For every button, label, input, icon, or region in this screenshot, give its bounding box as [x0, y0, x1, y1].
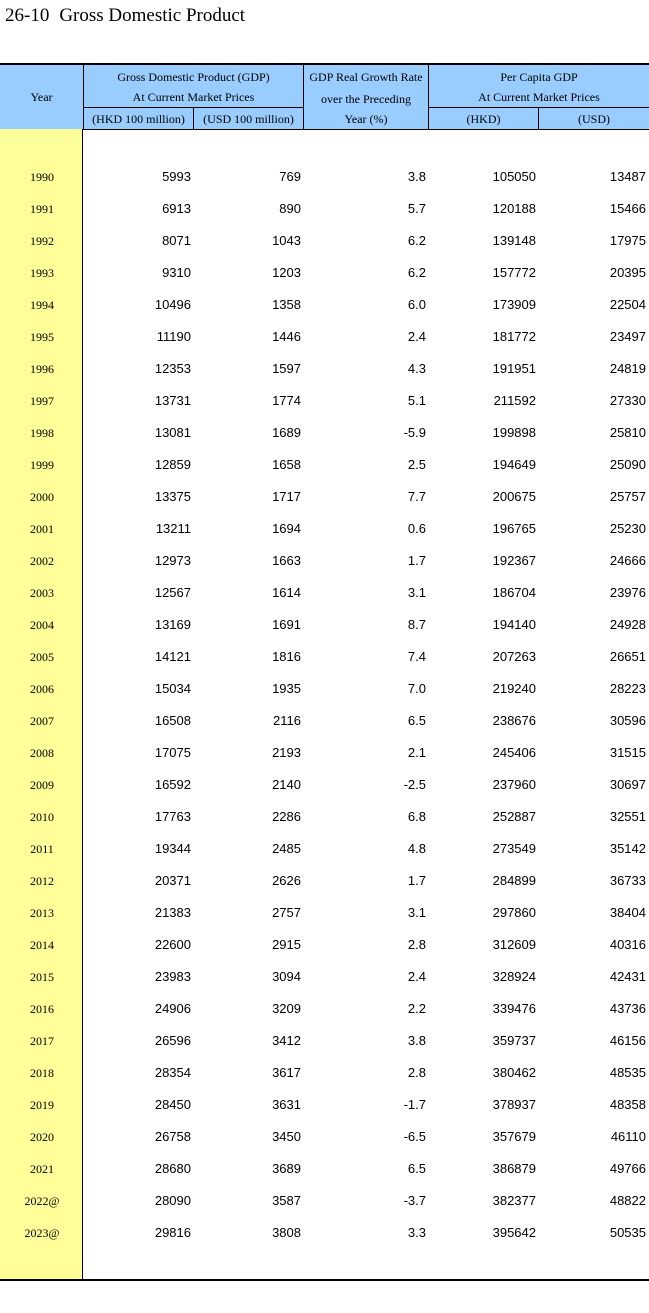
- cell-growth-rate: 5.7: [407, 201, 426, 216]
- cell-per-capita-hkd: 157772: [492, 265, 536, 280]
- cell-gdp-usd: 1691: [272, 617, 301, 632]
- table-row: [0, 993, 649, 1025]
- cell-per-capita-hkd: 312609: [492, 937, 536, 952]
- cell-per-capita-hkd: 252887: [492, 809, 536, 824]
- cell-year: 2002: [30, 554, 54, 568]
- cell-per-capita-usd: 27330: [609, 393, 646, 408]
- cell-per-capita-hkd: 192367: [492, 553, 536, 568]
- cell-gdp-usd: 1694: [272, 521, 301, 536]
- table-row: [0, 1121, 649, 1153]
- cell-per-capita-hkd: 359737: [492, 1033, 536, 1048]
- cell-gdp-usd: 1816: [272, 649, 301, 664]
- cell-gdp-hkd: 17075: [154, 745, 191, 760]
- table-bottom-rule: [0, 1279, 649, 1281]
- cell-per-capita-usd: 30697: [609, 777, 646, 792]
- cell-year: 2013: [30, 906, 54, 920]
- cell-gdp-usd: 1597: [272, 361, 301, 376]
- cell-per-capita-hkd: 380462: [492, 1065, 536, 1080]
- cell-gdp-hkd: 16508: [154, 713, 191, 728]
- table-title: Gross Domestic Product: [59, 5, 246, 26]
- cell-growth-rate: 6.5: [407, 713, 426, 728]
- cell-gdp-usd: 3689: [272, 1161, 301, 1176]
- cell-per-capita-hkd: 194649: [492, 457, 536, 472]
- cell-gdp-hkd: 26758: [154, 1129, 191, 1144]
- cell-year: 1999: [30, 458, 54, 472]
- table-row: [0, 897, 649, 929]
- table-row: [0, 1057, 649, 1089]
- cell-year: 2016: [30, 1002, 54, 1016]
- cell-growth-rate: -3.7: [403, 1193, 426, 1208]
- cell-year: 1994: [30, 298, 54, 312]
- cell-gdp-hkd: 11190: [156, 329, 191, 344]
- cell-per-capita-usd: 17975: [609, 233, 646, 248]
- cell-growth-rate: 6.8: [407, 809, 426, 824]
- cell-gdp-hkd: 6913: [162, 201, 191, 216]
- cell-growth-rate: 2.2: [407, 1001, 426, 1016]
- cell-growth-rate: 3.8: [407, 169, 426, 184]
- cell-year: 1990: [30, 170, 54, 184]
- table-row: [0, 481, 649, 513]
- cell-gdp-usd: 2485: [272, 841, 301, 856]
- cell-gdp-hkd: 28450: [154, 1097, 191, 1112]
- cell-gdp-hkd: 13211: [155, 521, 191, 536]
- table-row: [0, 161, 649, 193]
- cell-gdp-usd: 1717: [272, 489, 301, 504]
- table-row: [0, 1217, 649, 1249]
- cell-per-capita-usd: 42431: [609, 969, 646, 984]
- cell-per-capita-hkd: 139148: [492, 233, 536, 248]
- table-row: [0, 321, 649, 353]
- header-growth-line3: Year (%): [344, 112, 388, 126]
- cell-gdp-hkd: 22600: [154, 937, 191, 952]
- cell-gdp-usd: 2140: [272, 777, 301, 792]
- cell-per-capita-hkd: 382377: [492, 1193, 536, 1208]
- cell-per-capita-usd: 31515: [609, 745, 646, 760]
- cell-per-capita-usd: 25757: [609, 489, 646, 504]
- header-per-capita-hkd: (HKD): [466, 112, 501, 126]
- cell-per-capita-hkd: 211592: [493, 393, 536, 408]
- cell-gdp-hkd: 9310: [162, 265, 191, 280]
- cell-growth-rate: -1.7: [403, 1097, 426, 1112]
- table-row: [0, 961, 649, 993]
- cell-gdp-hkd: 24906: [154, 1001, 191, 1016]
- header-year: Year: [30, 90, 53, 104]
- cell-per-capita-hkd: 199898: [492, 425, 536, 440]
- cell-per-capita-usd: 25810: [609, 425, 646, 440]
- cell-per-capita-hkd: 237960: [492, 777, 536, 792]
- cell-gdp-usd: 3209: [272, 1001, 301, 1016]
- cell-growth-rate: 8.7: [407, 617, 426, 632]
- cell-gdp-hkd: 19344: [154, 841, 191, 856]
- cell-gdp-usd: 1446: [272, 329, 301, 344]
- table-row: [0, 385, 649, 417]
- table-row: [0, 801, 649, 833]
- cell-gdp-usd: 769: [279, 169, 301, 184]
- cell-gdp-hkd: 16592: [154, 777, 191, 792]
- header-growth-line2: over the Preceding: [321, 92, 411, 106]
- cell-gdp-usd: 3094: [272, 969, 301, 984]
- cell-gdp-usd: 1614: [272, 585, 301, 600]
- cell-gdp-usd: 1663: [272, 553, 301, 568]
- cell-year: 1998: [30, 426, 54, 440]
- table-row: [0, 289, 649, 321]
- cell-year: 1993: [30, 266, 54, 280]
- cell-per-capita-hkd: 120188: [492, 201, 536, 216]
- cell-year: 2010: [30, 810, 54, 824]
- cell-per-capita-hkd: 339476: [492, 1001, 536, 1016]
- cell-per-capita-usd: 35142: [609, 841, 646, 856]
- table-row: [0, 1089, 649, 1121]
- table-row: [0, 641, 649, 673]
- table-row: [0, 1153, 649, 1185]
- cell-per-capita-usd: 25230: [609, 521, 646, 536]
- cell-growth-rate: 5.1: [407, 393, 426, 408]
- cell-gdp-usd: 3587: [272, 1193, 301, 1208]
- cell-per-capita-usd: 26651: [609, 649, 646, 664]
- header-growth-line1: GDP Real Growth Rate: [309, 70, 423, 84]
- cell-year: 2008: [30, 746, 54, 760]
- table-row: [0, 545, 649, 577]
- cell-gdp-usd: 1203: [272, 265, 301, 280]
- cell-gdp-usd: 3412: [272, 1033, 301, 1048]
- cell-gdp-hkd: 12973: [154, 553, 191, 568]
- cell-per-capita-hkd: 219240: [492, 681, 536, 696]
- header-per-capita-line2: At Current Market Prices: [478, 90, 600, 104]
- cell-growth-rate: 2.8: [407, 1065, 426, 1080]
- cell-year: 2006: [30, 682, 54, 696]
- cell-per-capita-hkd: 207263: [492, 649, 536, 664]
- header-gdp-hkd: (HKD 100 million): [92, 112, 185, 126]
- cell-year: 1997: [30, 394, 54, 408]
- cell-per-capita-hkd: 378937: [492, 1097, 536, 1112]
- cell-per-capita-usd: 46156: [609, 1033, 646, 1048]
- table-row: [0, 737, 649, 769]
- cell-year: 2005: [30, 650, 54, 664]
- cell-year: 2022@: [24, 1194, 60, 1208]
- cell-per-capita-hkd: 273549: [492, 841, 536, 856]
- header-divider: [429, 107, 649, 108]
- cell-gdp-hkd: 28354: [154, 1065, 191, 1080]
- cell-gdp-usd: 2626: [272, 873, 301, 888]
- cell-year: 1991: [30, 202, 54, 216]
- cell-growth-rate: -2.5: [403, 777, 426, 792]
- cell-year: 2023@: [24, 1226, 60, 1240]
- cell-per-capita-usd: 15466: [609, 201, 646, 216]
- cell-growth-rate: 0.6: [407, 521, 426, 536]
- cell-gdp-hkd: 17763: [154, 809, 191, 824]
- cell-gdp-usd: 2286: [272, 809, 301, 824]
- cell-growth-rate: 1.7: [407, 553, 426, 568]
- cell-growth-rate: 7.7: [407, 489, 426, 504]
- table-row: [0, 417, 649, 449]
- cell-per-capita-hkd: 328924: [492, 969, 536, 984]
- cell-gdp-hkd: 8071: [162, 233, 191, 248]
- cell-per-capita-hkd: 191951: [492, 361, 536, 376]
- cell-growth-rate: 7.0: [407, 681, 426, 696]
- cell-per-capita-usd: 13487: [609, 169, 646, 184]
- cell-gdp-hkd: 15034: [154, 681, 191, 696]
- cell-per-capita-hkd: 196765: [492, 521, 536, 536]
- cell-year: 1992: [30, 234, 54, 248]
- cell-gdp-hkd: 21383: [154, 905, 191, 920]
- cell-gdp-usd: 1774: [272, 393, 301, 408]
- header-gdp-usd: (USD 100 million): [203, 112, 294, 126]
- table-row: [0, 833, 649, 865]
- cell-per-capita-hkd: 186704: [492, 585, 536, 600]
- cell-per-capita-usd: 36733: [609, 873, 646, 888]
- cell-growth-rate: 7.4: [407, 649, 426, 664]
- cell-growth-rate: -6.5: [403, 1129, 426, 1144]
- cell-growth-rate: 3.3: [407, 1225, 426, 1240]
- header-per-capita-line1: Per Capita GDP: [500, 70, 578, 84]
- header-gdp-line2: At Current Market Prices: [132, 90, 255, 104]
- cell-gdp-hkd: 13081: [154, 425, 191, 440]
- cell-gdp-usd: 3631: [272, 1097, 301, 1112]
- cell-per-capita-usd: 48822: [609, 1193, 646, 1208]
- cell-per-capita-hkd: 395642: [492, 1225, 536, 1240]
- table-row: [0, 865, 649, 897]
- table-row: [0, 577, 649, 609]
- cell-year: 2003: [30, 586, 54, 600]
- cell-gdp-usd: 1358: [272, 297, 301, 312]
- cell-gdp-hkd: 13375: [154, 489, 191, 504]
- cell-per-capita-usd: 49766: [609, 1161, 646, 1176]
- table-row: [0, 929, 649, 961]
- cell-growth-rate: 2.4: [407, 969, 426, 984]
- cell-gdp-hkd: 23983: [154, 969, 191, 984]
- cell-year: 2018: [30, 1066, 54, 1080]
- cell-per-capita-usd: 25090: [609, 457, 646, 472]
- cell-gdp-usd: 1658: [272, 457, 301, 472]
- cell-year: 2015: [30, 970, 54, 984]
- cell-per-capita-usd: 48535: [609, 1065, 646, 1080]
- cell-per-capita-usd: 28223: [609, 681, 646, 696]
- table-row: [0, 609, 649, 641]
- cell-year: 2019: [30, 1098, 54, 1112]
- cell-year: 2004: [30, 618, 54, 632]
- table-row: [0, 513, 649, 545]
- cell-growth-rate: 2.4: [407, 329, 426, 344]
- cell-per-capita-hkd: 386879: [492, 1161, 536, 1176]
- cell-gdp-usd: 2915: [272, 937, 301, 952]
- cell-per-capita-usd: 32551: [609, 809, 646, 824]
- table-body: [0, 161, 649, 1249]
- page-title: [5, 5, 245, 27]
- cell-growth-rate: 6.2: [407, 233, 426, 248]
- table-row: [0, 353, 649, 385]
- table-row: [0, 449, 649, 481]
- cell-growth-rate: 2.8: [407, 937, 426, 952]
- cell-year: 2014: [30, 938, 54, 952]
- cell-year: 2012: [30, 874, 54, 888]
- cell-gdp-usd: 3617: [272, 1065, 301, 1080]
- cell-year: 1996: [30, 362, 54, 376]
- cell-per-capita-hkd: 181772: [492, 329, 536, 344]
- cell-gdp-hkd: 13731: [154, 393, 191, 408]
- cell-growth-rate: 6.5: [407, 1161, 426, 1176]
- cell-growth-rate: 2.5: [407, 457, 426, 472]
- cell-growth-rate: 3.1: [407, 585, 426, 600]
- cell-gdp-hkd: 12567: [154, 585, 191, 600]
- cell-year: 2007: [30, 714, 54, 728]
- cell-gdp-usd: 1935: [272, 681, 301, 696]
- cell-year: 2000: [30, 490, 54, 504]
- cell-growth-rate: 6.0: [407, 297, 426, 312]
- cell-gdp-hkd: 28090: [154, 1193, 191, 1208]
- cell-gdp-hkd: 29816: [154, 1225, 191, 1240]
- table-row: [0, 225, 649, 257]
- cell-per-capita-hkd: 297860: [492, 905, 536, 920]
- table-code: 26-10: [5, 5, 50, 26]
- cell-gdp-usd: 3808: [272, 1225, 301, 1240]
- cell-per-capita-hkd: 357679: [492, 1129, 536, 1144]
- cell-per-capita-hkd: 173909: [492, 297, 536, 312]
- cell-per-capita-usd: 23497: [609, 329, 646, 344]
- cell-growth-rate: 2.1: [407, 745, 426, 760]
- table-row: [0, 673, 649, 705]
- table-row: [0, 769, 649, 801]
- cell-year: 2021: [30, 1162, 54, 1176]
- cell-gdp-hkd: 13169: [154, 617, 191, 632]
- cell-per-capita-usd: 38404: [609, 905, 646, 920]
- header-gdp-line1: Gross Domestic Product (GDP): [117, 70, 270, 84]
- cell-gdp-usd: 2116: [273, 713, 301, 728]
- cell-year: 2020: [30, 1130, 54, 1144]
- cell-per-capita-hkd: 238676: [492, 713, 536, 728]
- cell-gdp-hkd: 5993: [162, 169, 191, 184]
- cell-growth-rate: 3.8: [407, 1033, 426, 1048]
- cell-per-capita-hkd: 194140: [492, 617, 536, 632]
- table-row: [0, 193, 649, 225]
- cell-per-capita-usd: 43736: [609, 1001, 646, 1016]
- cell-gdp-hkd: 12353: [154, 361, 191, 376]
- cell-growth-rate: 3.1: [407, 905, 426, 920]
- cell-growth-rate: 1.7: [407, 873, 426, 888]
- cell-per-capita-usd: 24819: [609, 361, 646, 376]
- cell-growth-rate: 4.8: [407, 841, 426, 856]
- table-row: [0, 705, 649, 737]
- cell-per-capita-usd: 24928: [609, 617, 646, 632]
- cell-growth-rate: 4.3: [407, 361, 426, 376]
- cell-per-capita-hkd: 284899: [492, 873, 536, 888]
- table-header: [0, 63, 649, 130]
- header-divider: [0, 129, 649, 130]
- cell-per-capita-hkd: 245406: [492, 745, 536, 760]
- cell-per-capita-hkd: 200675: [492, 489, 536, 504]
- header-divider: [84, 107, 303, 108]
- cell-per-capita-usd: 30596: [609, 713, 646, 728]
- cell-growth-rate: -5.9: [403, 425, 426, 440]
- cell-growth-rate: 6.2: [407, 265, 426, 280]
- cell-year: 2017: [30, 1034, 54, 1048]
- table-row: [0, 257, 649, 289]
- cell-year: 2011: [30, 842, 54, 856]
- cell-per-capita-usd: 23976: [609, 585, 646, 600]
- cell-per-capita-hkd: 105050: [492, 169, 536, 184]
- table-row: [0, 1025, 649, 1057]
- cell-gdp-usd: 1043: [272, 233, 301, 248]
- cell-gdp-usd: 2757: [272, 905, 301, 920]
- cell-year: 2001: [30, 522, 54, 536]
- cell-year: 2009: [30, 778, 54, 792]
- cell-year: 1995: [30, 330, 54, 344]
- cell-gdp-usd: 3450: [272, 1129, 301, 1144]
- cell-per-capita-usd: 50535: [609, 1225, 646, 1240]
- cell-gdp-hkd: 26596: [154, 1033, 191, 1048]
- cell-per-capita-usd: 48358: [609, 1097, 646, 1112]
- cell-per-capita-usd: 24666: [609, 553, 646, 568]
- cell-gdp-hkd: 28680: [154, 1161, 191, 1176]
- header-per-capita-usd: (USD): [578, 112, 610, 126]
- cell-per-capita-usd: 22504: [609, 297, 646, 312]
- cell-per-capita-usd: 46110: [610, 1129, 646, 1144]
- cell-per-capita-usd: 20395: [609, 265, 646, 280]
- cell-gdp-hkd: 10496: [154, 297, 191, 312]
- cell-gdp-hkd: 14121: [154, 649, 191, 664]
- cell-gdp-usd: 890: [279, 201, 301, 216]
- cell-per-capita-usd: 40316: [609, 937, 646, 952]
- cell-gdp-usd: 1689: [272, 425, 301, 440]
- cell-gdp-hkd: 20371: [154, 873, 191, 888]
- cell-gdp-hkd: 12859: [154, 457, 191, 472]
- cell-gdp-usd: 2193: [272, 745, 301, 760]
- table-row: [0, 1185, 649, 1217]
